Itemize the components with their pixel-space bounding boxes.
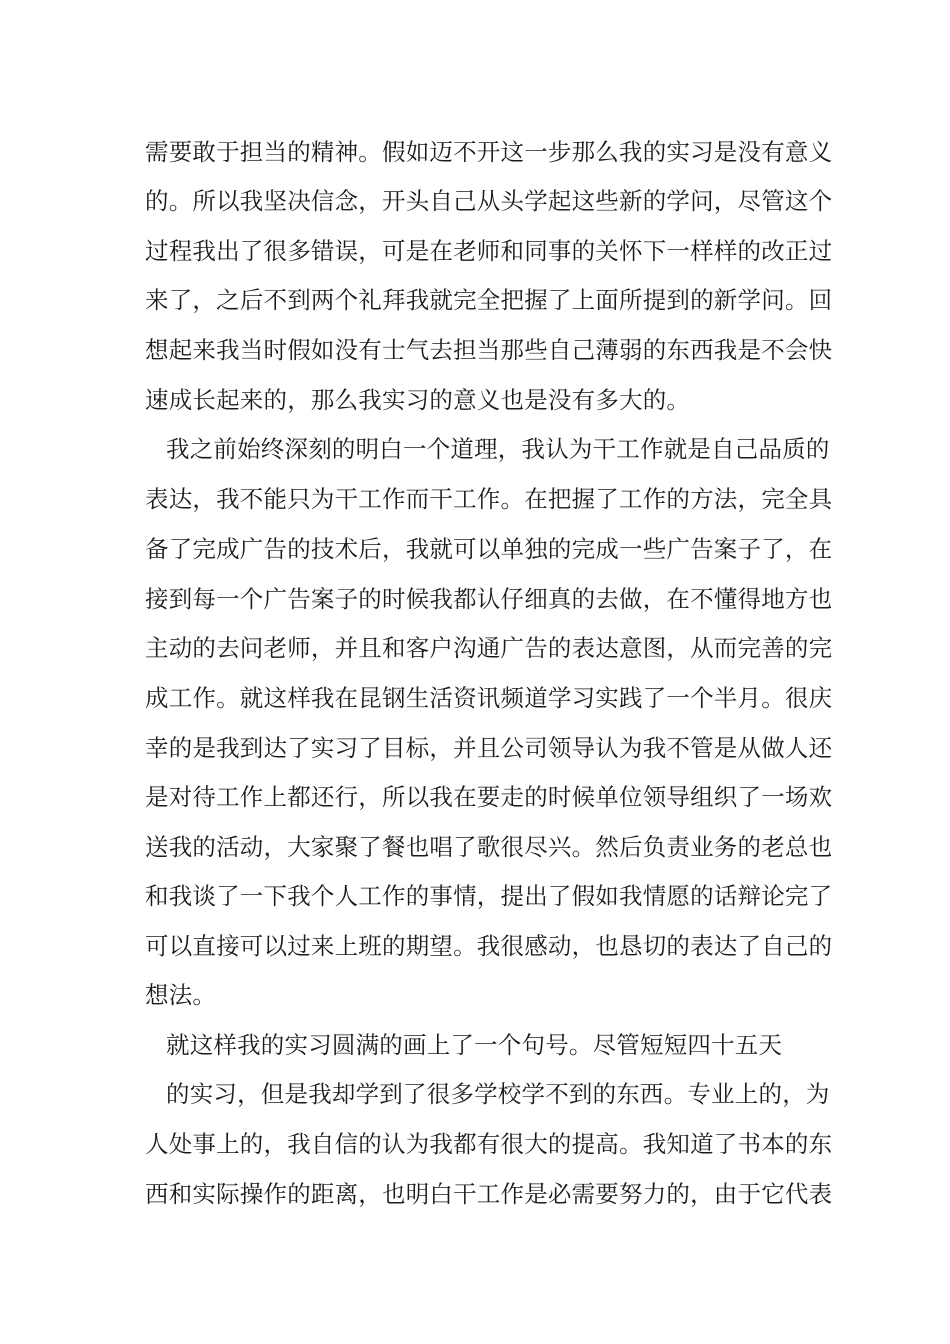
text-line: 是对待工作上都还行，所以我在要走的时候单位领导组织了一场欢 [145,783,833,811]
text-line: 想法。 [145,981,217,1009]
text-line: 过程我出了很多错误，可是在老师和同事的关怀下一样样的改正过 [145,237,833,265]
paragraph-first-line: 我之前始终深刻的明白一个道理，我认为干工作就是自己品质的 [166,435,830,463]
text-line: 可以直接可以过来上班的期望。我很感动，也恳切的表达了自己的 [145,932,833,960]
text-line: 主动的去问老师，并且和客户沟通广告的表达意图，从而完善的完 [145,634,833,662]
text-line: 接到每一个广告案子的时候我都认仔细真的去做，在不懂得地方也 [145,585,833,613]
text-line: 的。所以我坚决信念，开头自己从头学起这些新的学问，尽管这个 [145,187,833,215]
text-line: 成工作。就这样我在昆钢生活资讯频道学习实践了一个半月。很庆 [145,684,833,712]
text-line: 西和实际操作的距离，也明白干工作是必需要努力的，由于它代表 [145,1180,833,1208]
text-line: 和我谈了一下我个人工作的事情，提出了假如我情愿的话辩论完了 [145,882,833,910]
text-line: 人处事上的，我自信的认为我都有很大的提高。我知道了书本的东 [145,1130,833,1158]
text-line: 表达，我不能只为干工作而干工作。在把握了工作的方法，完全具 [145,485,833,513]
text-line: 想起来我当时假如没有士气去担当那些自己薄弱的东西我是不会快 [145,336,833,364]
text-line: 幸的是我到达了实习了目标，并且公司领导认为我不管是从做人还 [145,734,833,762]
text-line: 备了完成广告的技术后，我就可以单独的完成一些广告案子了，在 [145,535,833,563]
paragraph-first-line: 就这样我的实习圆满的画上了一个句号。尽管短短四十五天 [166,1031,783,1059]
text-line: 速成长起来的，那么我实习的意义也是没有多大的。 [145,386,691,414]
text-line: 送我的活动，大家聚了餐也唱了歌很尽兴。然后负责业务的老总也 [145,833,833,861]
text-line: 的实习，但是我却学到了很多学校学不到的东西。专业上的，为 [166,1080,830,1108]
text-line: 需要敢于担当的精神。假如迈不开这一步那么我的实习是没有意义 [145,138,833,166]
text-line: 来了，之后不到两个礼拜我就完全把握了上面所提到的新学问。回 [145,286,833,314]
